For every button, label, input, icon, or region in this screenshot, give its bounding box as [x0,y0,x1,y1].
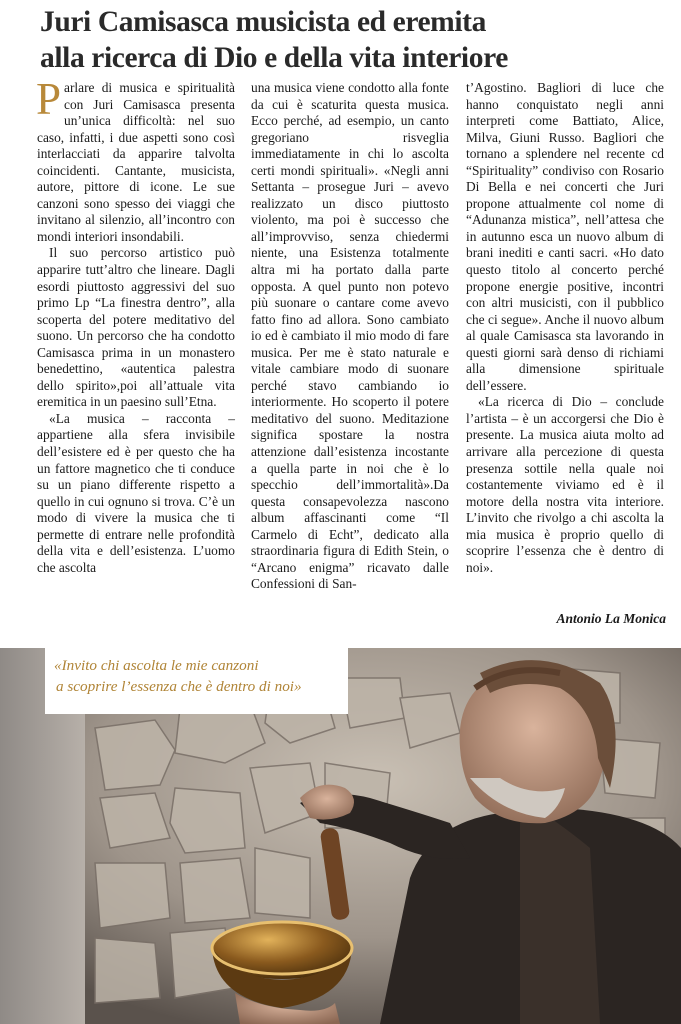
paragraph-quote-start: «La musica – racconta – appartiene alla sfera invisibile dell’esistere ed è per questo che ha un fattore magnetico che ti conduce su un piano differente rispetto a quello in cui ognuno si trova. C’è un modo di vivere la musica che ti permette di entrare nelle profondità della vita e dell’esistenza. L’uomo che ascolta [37,410,235,575]
headline-line-1: Juri Camisasca musicista ed eremita [40,6,486,38]
paragraph-career: Il suo percorso artistico può apparire tutt’altro che lineare. Dagli esordi piuttosto aggressivi del suo primo Lp “La finestra dentro”, alla scoperta del potere meditativo del suono. Un percorso che ha condotto Camisasca prima in un monastero benedettino, «autentica palestra dello spirito»,poi all’attuale vita eremitica in un paesino sull’Etna. [37,245,235,410]
article-headline [40,4,670,76]
paragraph-intro [36,74,235,245]
drop-cap: P [36,74,62,124]
paragraph-quote-continued: una musica viene condotto alla fonte da cui è scaturita questa musica. Ecco perché, ad esempio, un canto gregoriano risveglia immediatamente in chi lo ascolta certi mondi spirituali». «Negli anni Settanta – prosegue Juri – avevo realizzato un disco piuttosto violento, ma poi è successo che all’improvviso, senza chiedermi niente, una Esistenza totalmente altra mi ha portato dalla parte opposta. A quel punto non potevo più suonare o cantare come avevo fatto fino ad allora. Sono cambiato io ed è cambiato il mio modo di fare musica. Per me è stato naturale e vitale cambiare modo di suonare perché stavo cambiando io interiormente. Ho scoperto il potere meditativo del suono. Meditazione significa spostare la nostra attenzione dall’esistenza incostante a quella parte in noi che è lo specchio dell’immortalità».Da questa consapevolezza nascono album affascinanti come “Il Carmelo di Echt”, dedicato alla straordinaria figura di Edith Stein, o “Arcano enigma” ricavato dalle Confessioni di San- [251,80,449,592]
headline-line-2: alla ricerca di Dio e della vita interiore [40,42,508,74]
article-column-2 [251,80,449,593]
paragraph-intro-text: arlare di musica e spiritualità con Juri Camisasca presenta un’unica difficoltà: nel suo caso, infatti, i due aspetti sono così interlacciati da apparire talvolta coincidenti. Cantante, musicista, autore, pittore di icone. Le sue canzoni sono spesso dei viaggi che invitano al silenzio, all’incontro con mondi interiori insondabili. [37,80,235,244]
pull-quote [54,655,354,697]
pull-quote-line-1: «Invito chi ascolta le mie canzoni [54,657,259,674]
author-byline: Antonio La Monica [556,611,666,626]
article-column-1 [36,74,235,576]
paragraph-quote-end: t’Agostino. Bagliori di luce che hanno conquistato negli anni interpreti come Battiato, Alice, Milva, Giuni Russo. Bagliori che tornano a splendere nel recente cd “Spirituality” condiviso con Rosario Di Bella e nei concerti che Juri propone attualmente col nome di “Adunanza mistica”, nell’attesa che in autunno esca un nuovo album di brani inediti e canti sacri. «Ho dato questo titolo al concerto perché propone energie positive, incontri con altri musicisti, con il pubblico che ci segue». Anche il nuovo album al quale Camisasca sta lavorando in questi giorni sarà denso di richiami alla dimensione spirituale dell’essere. [466,80,664,393]
pull-quote-line-2: a scoprire l’essenza che è dentro di noi» [56,678,302,695]
article-column-3 [466,80,664,576]
paragraph-conclusion: «La ricerca di Dio – conclude l’artista – è un accorgersi che Dio è presente. La musica aiuta molto ad arrivare alla percezione di questa presenza sottile nella quale noi costantemente viviamo ed è il motore della nostra vita interiore. L’invito che rivolgo a chi ascolta la mia musica è proprio quello di scoprire l’essenza che è dentro di noi». [466,394,664,575]
